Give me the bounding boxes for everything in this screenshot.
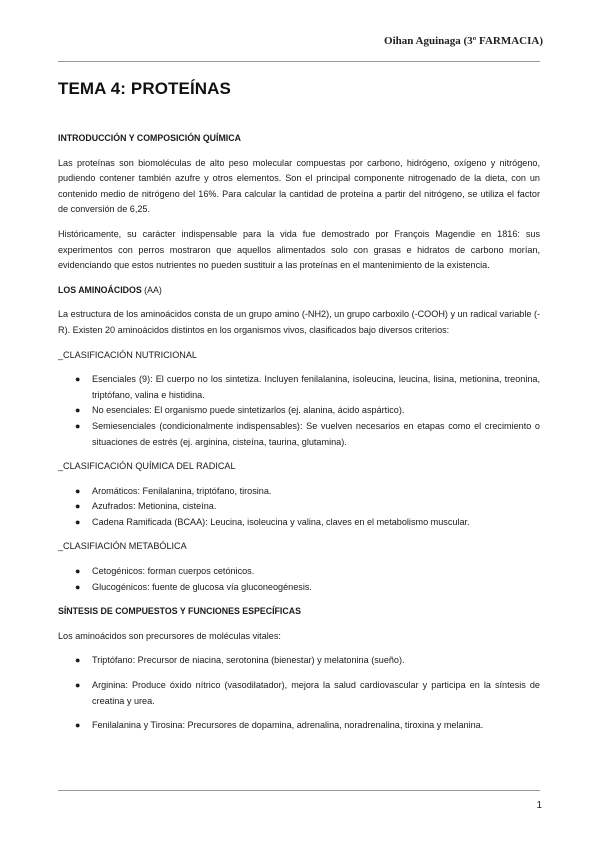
list-item: ● Semiesenciales (condicionalmente indispensables): Se vuelven necesarios en etapas como el crecimiento o situaciones de estrés (ej. arginina, cisteína, taurina, glutamina).	[75, 420, 540, 447]
section-heading-intro: INTRODUCCIÓN Y COMPOSICIÓN QUÍMICA	[58, 133, 241, 143]
paragraph: Históricamente, su carácter indispensable para la vida fue demostrado por François Magendie en 1816: sus experimentos con perros mostraron que aquellos alimentados solo con grasas e hidratos de carbono morían, evidenciando que estos nutrientes no pueden sustituir a las proteínas en el mantenimiento de la existencia.	[58, 228, 540, 271]
bullet-list-synthesis	[58, 653, 540, 733]
heading-normal-part: (AA)	[141, 284, 162, 295]
bullet-list-chemical	[58, 484, 540, 531]
heading-bold-part: LOS AMINOÁCIDOS	[58, 284, 142, 295]
list-item: ● Esenciales (9): El cuerpo no los sintetiza. Incluyen fenilalanina, isoleucina, leucina, lisina, metionina, treonina, triptófano, valina e histidina.	[75, 374, 540, 400]
bullet-icon: ●	[75, 566, 81, 577]
bullet-list-nutritional	[58, 372, 540, 450]
list-item: ● Cetogénicos: forman cuerpos cetónicos.	[58, 564, 540, 580]
subsection-heading-metabolic: _CLASIFIACIÓN METABÓLICA	[58, 541, 187, 552]
paragraph: La estructura de los aminoácidos consta de un grupo amino (-NH2), un grupo carboxilo (-COOH) y un radical variable (-R). Existen 20 aminoácidos distintos en los organismos vivos, clasificados bajo diversos criterios:	[58, 309, 540, 335]
subsection-heading-chemical: _CLASIFICACIÓN QUÍMICA DEL RADICAL	[58, 461, 236, 472]
header-rule	[58, 61, 540, 62]
page-title: TEMA 4: PROTEÍNAS	[58, 79, 231, 98]
paragraph: Las proteínas son biomoléculas de alto peso molecular compuestas por carbono, hidrógeno, oxígeno y nitrógeno, pudiendo contener también azufre y otros elementos. Son el principal componente nitrogenado de la dieta, con un contenido medio de nitrógeno del 16%. Para calcular la cantidad de proteína a partir del nitrógeno, se utiliza el factor de conversión de 6,25.	[58, 157, 540, 215]
list-item: ● Arginina: Produce óxido nítrico (vasodilatador), mejora la salud cardiovascular y participa en la síntesis de creatina y urea.	[75, 680, 540, 706]
page-header: Oihan Aguinaga (3º FARMACIA)	[384, 35, 543, 47]
bullet-icon: ●	[75, 501, 81, 512]
bullet-icon: ●	[75, 485, 81, 496]
bullet-icon: ●	[75, 420, 81, 431]
bullet-icon: ●	[75, 655, 81, 666]
list-item: ● Azufrados: Metionina, cisteína.	[58, 499, 540, 515]
document-body	[58, 131, 540, 743]
bullet-icon: ●	[75, 680, 81, 691]
bullet-icon: ●	[75, 516, 81, 527]
subsection-heading-nutritional: _CLASIFICACIÓN NUTRICIONAL	[58, 349, 197, 360]
bullet-icon: ●	[75, 374, 81, 385]
page-number: 1	[536, 800, 542, 811]
list-item: ● Fenilalanina y Tirosina: Precursores de dopamina, adrenalina, noradrenalina, tiroxina y melanina.	[58, 718, 540, 734]
bullet-list-metabolic	[58, 564, 540, 595]
list-item: ● No esenciales: El organismo puede sintetizarlos (ej. alanina, ácido aspártico).	[58, 403, 540, 419]
list-item: ● Glucogénicos: fuente de glucosa vía gluconeogénesis.	[58, 580, 540, 596]
list-item: ● Aromáticos: Fenilalanina, triptófano, tirosina.	[58, 484, 540, 500]
paragraph: Los aminoácidos son precursores de moléculas vitales:	[58, 630, 281, 641]
list-item: ● Triptófano: Precursor de niacina, serotonina (bienestar) y melatonina (sueño).	[58, 653, 540, 669]
bullet-icon: ●	[75, 405, 81, 416]
section-heading-synthesis: SÍNTESIS DE COMPUESTOS Y FUNCIONES ESPECÍFICAS	[58, 606, 301, 617]
bullet-icon: ●	[75, 581, 81, 592]
list-item: ● Cadena Ramificada (BCAA): Leucina, isoleucina y valina, claves en el metabolismo muscular.	[58, 515, 540, 531]
bullet-icon: ●	[75, 720, 81, 731]
footer-rule	[58, 790, 540, 791]
section-heading-aminoacids	[58, 283, 540, 299]
